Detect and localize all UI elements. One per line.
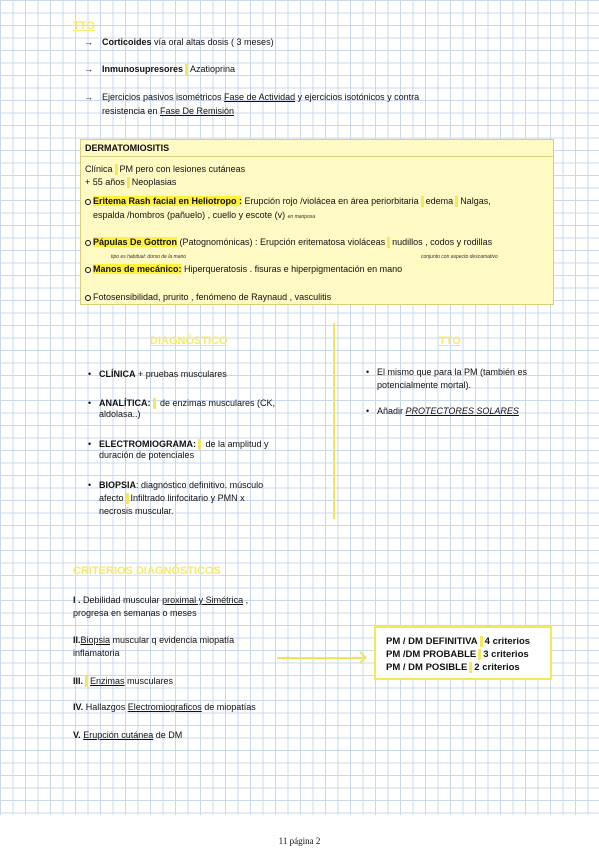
diag-analitica-text: de enzimas musculares (CK, <box>157 398 276 408</box>
tto-right-item-1 <box>377 366 527 392</box>
tto-item-3-mid: y ejercicios isotónicos y contra <box>295 92 420 102</box>
criterio-1-underline: proximal y Simétrica <box>162 595 244 605</box>
clinica-label: Clínica <box>85 164 113 174</box>
highlight-mark <box>421 196 424 207</box>
tto-item-3 <box>84 92 419 102</box>
circle-bullet-icon <box>85 295 91 301</box>
tto-right-item-2-underline: PROTECTORES SOLARES <box>405 406 519 416</box>
edad-line <box>85 177 176 188</box>
gottron-scribble-1 <box>111 250 186 260</box>
criterio-5-underline: Erupción cutánea <box>83 730 154 740</box>
arrow-icon: → <box>84 64 93 74</box>
criterio-2-num: II. <box>73 635 81 645</box>
handwritten-note: conjunto con aspecto descamativo <box>421 254 498 260</box>
circle-bullet-icon <box>85 199 91 205</box>
criterio-4-pre: Hallazgos <box>83 702 128 712</box>
dermatomiositis-box <box>80 139 554 305</box>
gottron-line <box>85 237 492 248</box>
tto-item-1-text: vía oral altas dosis ( 3 meses) <box>151 37 274 47</box>
criterio-definitiva-label: PM / DM DEFINITIVA <box>386 636 478 648</box>
criterio-posible-value: 2 criterios <box>474 662 520 674</box>
tto-item-1-bold: Corticoides <box>102 37 152 47</box>
tto-item-2-bold: Inmunosupresores <box>102 64 184 74</box>
tto-item-3-pre: Ejercicios pasivos isométricos <box>102 92 225 102</box>
diag-emg-bold: ELECTROMIOGRAMA: <box>99 439 196 449</box>
diag-biopsia-text3: necrosis muscular. <box>99 506 174 516</box>
tto-right-title: TTO <box>439 335 461 347</box>
diag-analitica-text2: aldolasa..) <box>99 409 141 420</box>
criterio-1-pre: Debilidad muscular <box>80 595 163 605</box>
tto-right-item-2-text: Añadir <box>377 406 406 416</box>
highlight-mark <box>185 64 188 75</box>
diag-item-clinica <box>99 369 227 379</box>
foto-text: Fotosensibilidad, prurito , fenómeno de Raynaud , vasculitis <box>93 292 332 302</box>
box-header <box>81 140 553 157</box>
gottron-text: (Patognomónicas) : Erupción eritematosa violáceas <box>177 237 386 247</box>
highlight-mark <box>455 196 458 207</box>
criterio-2-post: muscular q evidencia miopatía <box>110 635 235 645</box>
criterio-probable <box>386 649 529 660</box>
diagnostico-title: DIAGNÓSTICO <box>150 335 228 347</box>
highlight-mark <box>126 493 129 504</box>
criterio-3-num: III. <box>73 676 84 686</box>
highlight-mark <box>480 636 483 647</box>
highlight-mark <box>387 237 390 248</box>
diag-analitica-bold: ANALÍTICA: <box>99 398 151 408</box>
criterio-2 <box>73 634 234 660</box>
circle-bullet-icon <box>85 240 91 246</box>
criterio-posible <box>386 662 520 673</box>
heliotropo-nalgas: Nalgas, <box>460 196 491 206</box>
column-divider <box>333 323 335 519</box>
tto-item-2 <box>84 64 235 75</box>
tto-right-item-1-text2: potencialmente mortal). <box>377 380 472 390</box>
heliotropo-text: Erupción rojo /violácea en área periorbitaria <box>242 196 419 206</box>
criterios-summary-box <box>374 626 552 680</box>
criterio-5-post: de DM <box>153 730 183 740</box>
diag-biopsia-text2a: afecto <box>99 493 124 503</box>
criterios-title: CRITERIOS DIAGNÓSTICOS <box>73 565 221 577</box>
criterio-3 <box>73 676 173 687</box>
criterio-4-post: de miopatías <box>201 702 256 712</box>
tto-item-3-underline-2: Fase De Remisión <box>160 106 235 116</box>
diag-clinica-bold: CLÍNICA <box>99 369 136 379</box>
diag-biopsia-bold: BIOPSIA <box>99 480 137 490</box>
clinica-line <box>85 164 245 175</box>
box-header-title: DERMATOMIOSITIS <box>85 143 170 153</box>
criterio-2-underline: Biopsia <box>80 635 111 645</box>
criterio-3-underline: Enzimas <box>90 676 125 686</box>
criterio-1 <box>73 594 248 620</box>
criterio-2-line2: inflamatoria <box>73 648 120 658</box>
tto-item-1 <box>84 37 274 47</box>
highlight-mark <box>198 439 201 450</box>
heliotropo-highlight: Eritema Rash facial en Heliotropo : <box>93 196 243 206</box>
diag-item-biopsia <box>99 479 263 518</box>
diag-biopsia-text2b: Infiltrado linfocitario y PMN x <box>130 493 245 503</box>
diag-item-emg <box>99 439 269 460</box>
tto-item-2-text: Azatioprina <box>190 64 236 74</box>
diag-emg-text2: duración de potenciales <box>99 450 195 461</box>
diag-biopsia-text: : diagnóstico definitivo. músculo <box>136 480 264 490</box>
handwritten-note: en mariposa <box>287 214 316 220</box>
tto-top-title: TTO <box>73 20 95 32</box>
highlight-mark <box>85 676 88 687</box>
heliotropo-edema: edema <box>425 196 454 206</box>
edad-label: + 55 años <box>85 177 125 187</box>
clinica-text: PM pero con lesiones cutáneas <box>119 164 246 174</box>
highlight-mark <box>153 398 156 409</box>
arrow-icon: → <box>84 37 93 47</box>
criterio-probable-value: 3 criterios <box>483 649 529 661</box>
heliotropo-line2-text: espalda /hombros (pañuelo) , cuello y escote (v) <box>93 210 286 220</box>
tto-item-3-line2-pre: resistencia en <box>102 106 161 116</box>
handwritten-note: tipo es habitual: dorso de la mano <box>111 254 187 260</box>
criterio-probable-label: PM /DM PROBABLE <box>386 649 477 661</box>
tto-item-3-underline-1: Fase de Actividad <box>224 92 296 102</box>
arrow-icon: → <box>84 92 93 102</box>
gottron-highlight: Pápulas De Gottron <box>93 237 178 247</box>
gottron-scribble-2 <box>421 250 498 260</box>
foto-line <box>85 292 331 302</box>
criterio-3-post: musculares <box>124 676 174 686</box>
diag-item-analitica <box>99 398 275 419</box>
mecanico-highlight: Manos de mecánico: <box>93 264 182 274</box>
criterio-5 <box>73 730 182 740</box>
highlight-mark <box>469 662 472 673</box>
heliotropo-line2 <box>93 210 315 220</box>
criterio-1-post: , <box>243 595 249 605</box>
circle-bullet-icon <box>85 267 91 273</box>
criterio-posible-label: PM / DM POSIBLE <box>386 662 468 674</box>
mecanico-text: Hiperqueratosis . fisuras e hiperpigmentación en mano <box>181 264 403 274</box>
criterio-definitiva-value: 4 criterios <box>484 636 531 648</box>
criterio-definitiva <box>386 636 530 647</box>
diag-clinica-text: + pruebas musculares <box>135 369 227 379</box>
mecanico-line <box>85 264 402 274</box>
gottron-text2: nudillos , codos y rodillas <box>392 237 493 247</box>
tto-right-item-2 <box>377 406 519 416</box>
arrow-right-icon <box>277 657 363 659</box>
tto-item-3-line2 <box>102 106 234 116</box>
highlight-mark <box>478 649 481 660</box>
criterio-4 <box>73 702 256 712</box>
criterio-1-line2: progresa en semanas o meses <box>73 608 197 618</box>
highlight-mark <box>115 164 118 175</box>
heliotropo-line <box>85 196 491 207</box>
highlight-mark <box>127 177 130 188</box>
criterio-5-num: V. <box>73 730 81 740</box>
criterio-1-num: I . <box>73 595 81 605</box>
edad-text: Neoplasias <box>131 177 177 187</box>
diag-emg-text: de la amplitud y <box>203 439 269 449</box>
page-footer: 11 página 2 <box>278 836 321 846</box>
criterio-4-num: IV. <box>73 702 84 712</box>
tto-right-item-1-text: El mismo que para la PM (también es <box>377 367 528 377</box>
criterio-4-underline: Electromiograficos <box>127 702 202 712</box>
